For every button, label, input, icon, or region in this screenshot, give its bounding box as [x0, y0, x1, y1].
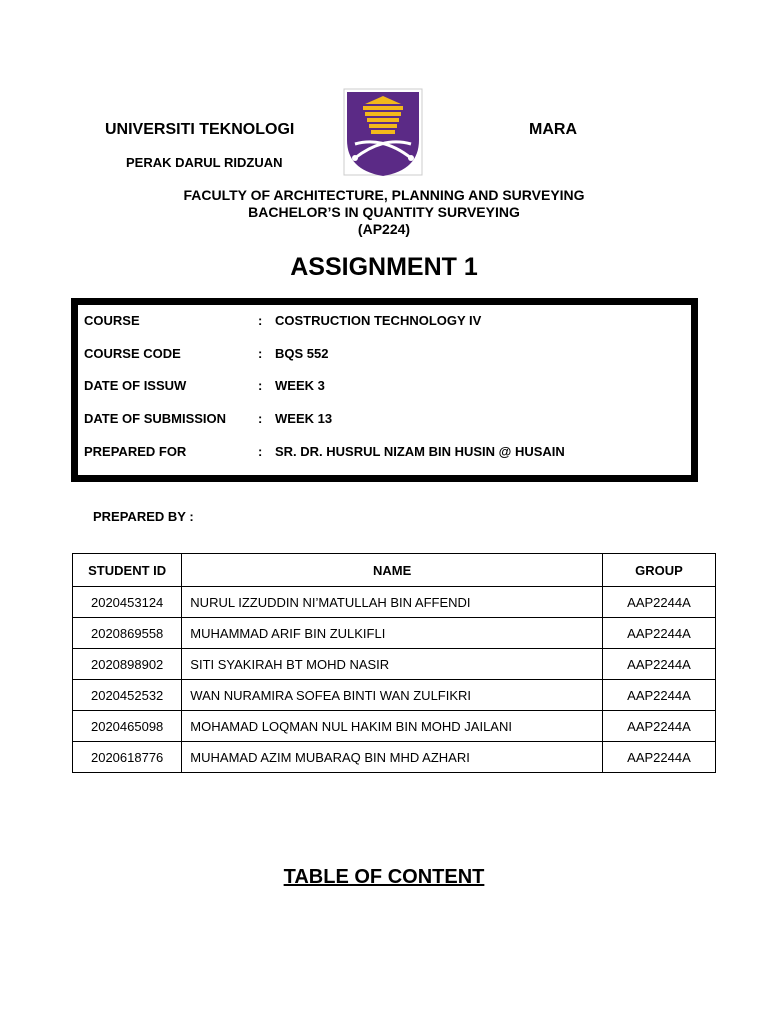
- student-id-cell: 2020453124: [73, 587, 182, 618]
- student-group-cell: AAP2244A: [602, 587, 715, 618]
- student-id-cell: 2020618776: [73, 742, 182, 773]
- campus-name: PERAK DARUL RIDZUAN: [126, 155, 283, 170]
- info-label: COURSE: [84, 313, 140, 328]
- info-value: COSTRUCTION TECHNOLOGY IV: [275, 313, 482, 328]
- program-code: (AP224): [357, 221, 411, 237]
- table-row: [73, 618, 716, 649]
- header-group: GROUP: [602, 554, 715, 587]
- table-row: [73, 711, 716, 742]
- uitm-crest-icon: [343, 88, 423, 178]
- header-name: NAME: [182, 554, 603, 587]
- table-row: [73, 680, 716, 711]
- info-colon: :: [258, 444, 263, 459]
- student-name-cell: NURUL IZZUDDIN NI’MATULLAH BIN AFFENDI: [182, 587, 603, 618]
- student-id-cell: 2020869558: [73, 618, 182, 649]
- student-name-cell: SITI SYAKIRAH BT MOHD NASIR: [182, 649, 603, 680]
- program-name: BACHELOR’S IN QUANTITY SURVEYING: [248, 204, 520, 220]
- info-value: WEEK 3: [275, 378, 325, 393]
- info-value: WEEK 13: [275, 411, 333, 426]
- info-colon: :: [258, 411, 263, 426]
- student-group-cell: AAP2244A: [602, 711, 715, 742]
- student-name-cell: MOHAMAD LOQMAN NUL HAKIM BIN MOHD JAILANI: [182, 711, 603, 742]
- info-label: PREPARED FOR: [84, 444, 187, 459]
- student-group-cell: AAP2244A: [602, 649, 715, 680]
- student-id-cell: 2020452532: [73, 680, 182, 711]
- info-label: DATE OF ISSUW: [84, 378, 187, 393]
- student-name-cell: WAN NURAMIRA SOFEA BINTI WAN ZULFIKRI: [182, 680, 603, 711]
- student-group-cell: AAP2244A: [602, 742, 715, 773]
- info-colon: :: [258, 346, 263, 361]
- student-name-cell: MUHAMMAD ARIF BIN ZULKIFLI: [182, 618, 603, 649]
- university-name-left: UNIVERSITI TEKNOLOGI: [105, 121, 295, 138]
- info-value: BQS 552: [275, 346, 329, 361]
- info-colon: :: [258, 313, 263, 328]
- info-label: DATE OF SUBMISSION: [84, 411, 227, 426]
- student-id-cell: 2020898902: [73, 649, 182, 680]
- table-row: [73, 742, 716, 773]
- prepared-by-label: PREPARED BY :: [93, 509, 194, 524]
- header-student-id: STUDENT ID: [73, 554, 182, 587]
- info-colon: :: [258, 378, 263, 393]
- info-label: COURSE CODE: [84, 346, 181, 361]
- student-id-cell: 2020465098: [73, 711, 182, 742]
- faculty-name: FACULTY OF ARCHITECTURE, PLANNING AND SURVEYING: [183, 187, 585, 203]
- university-name-right: MARA: [529, 121, 577, 138]
- table-row: [73, 649, 716, 680]
- student-name-cell: MUHAMAD AZIM MUBARAQ BIN MHD AZHARI: [182, 742, 603, 773]
- info-value: SR. DR. HUSRUL NIZAM BIN HUSIN @ HUSAIN: [275, 444, 565, 459]
- student-group-cell: AAP2244A: [602, 680, 715, 711]
- table-of-content-title: TABLE OF CONTENT: [283, 866, 485, 888]
- students-table: [72, 553, 716, 773]
- table-header-row: [73, 554, 716, 587]
- student-group-cell: AAP2244A: [602, 618, 715, 649]
- table-row: [73, 587, 716, 618]
- assignment-title: ASSIGNMENT 1: [290, 253, 478, 281]
- course-info-box: [71, 298, 698, 482]
